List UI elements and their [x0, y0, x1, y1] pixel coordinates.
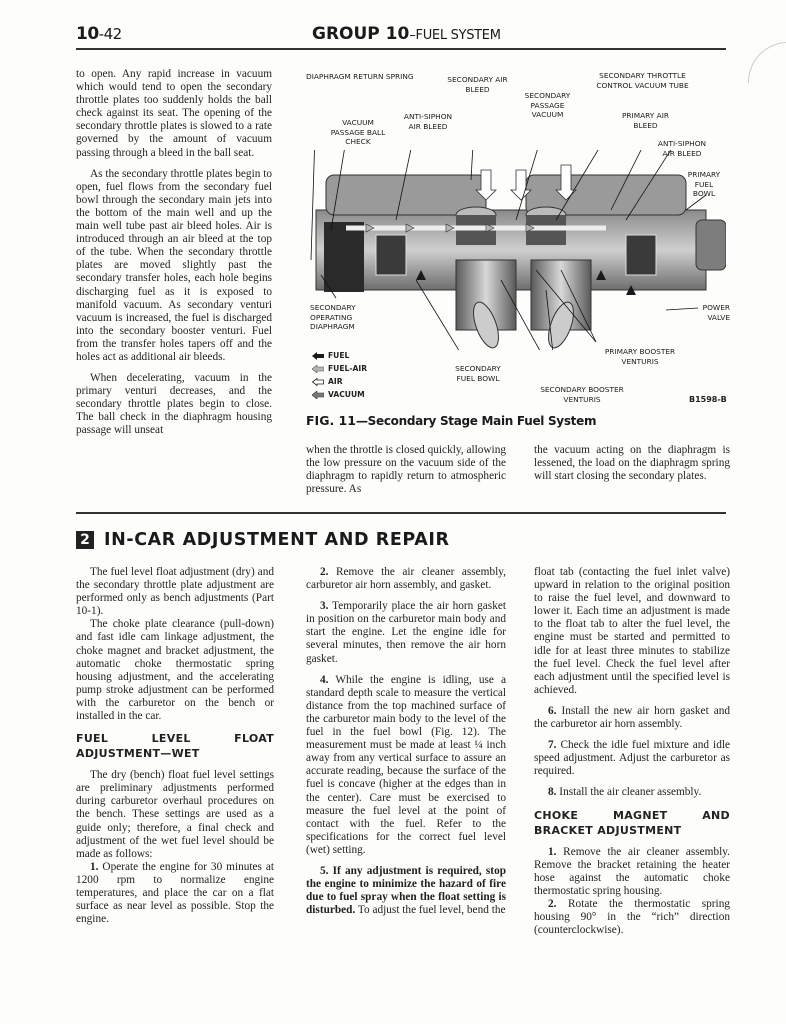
- label-primary-air-bleed: PRIMARY AIR BLEED: [621, 111, 670, 130]
- label-vacuum-passage-ball-check: VACUUM PASSAGE BALL CHECK: [330, 118, 386, 147]
- label-primary-booster-venturis: PRIMARY BOOSTER VENTURIS: [604, 347, 676, 366]
- label-diaphragm-return-spring: DIAPHRAGM RETURN SPRING: [306, 72, 414, 81]
- page-corner-mark: [748, 42, 786, 83]
- header-rule: [76, 48, 726, 50]
- running-header: [312, 24, 501, 44]
- air-arrow-icon: [312, 378, 324, 386]
- step-warning-text: If any adjustment is required, stop the engine to minimize the hazard of fire due to fuel spray when the float setting is disturbed.: [306, 864, 506, 917]
- step-text: Remove the air cleaner assembly, carburetor air horn assembly, and gasket.: [306, 566, 506, 592]
- paragraph: to open. Any rapid increase in vacuum which would tend to open the secondary throttle plates too suddenly holds the ball check against its seat. The opening of the secondary throttle plates is slowed to a rate governed by the amount of vacuum passing through a bleed in the ball seat.: [76, 68, 272, 159]
- paragraph: The choke plate clearance (pull-down) and fast idle cam linkage adjustment, the choke magnet and bracket adjustment, the automatic choke thermostatic spring housing adjustment, and the accelerating pump stroke adjustment can be performed with the carburetor on the bench or installed in the car.: [76, 618, 274, 723]
- step-5: [306, 865, 506, 917]
- step-number: 8.: [548, 786, 557, 799]
- step-text: Operate the engine for 30 minutes at 1200 rpm to normalize engine temperatures, and place the car on a flat surface as near level as possible. Stop the engine.: [76, 860, 274, 926]
- page-number: [76, 24, 122, 44]
- step-2: [306, 566, 506, 592]
- legend-item-air: [312, 375, 367, 388]
- legend-item-fuel: [312, 349, 367, 362]
- step-text: Install the new air horn gasket and the carburetor air horn assembly.: [534, 704, 730, 731]
- paragraph: the vacuum acting on the diaphragm is lessened, the load on the diaphragm spring will start closing the secondary plates.: [534, 444, 730, 483]
- top-column-1: [76, 68, 272, 446]
- step-number: 2.: [320, 566, 329, 578]
- legend-label: FUEL: [328, 351, 350, 360]
- step-text: While the engine is idling, use a standard depth scale to measure the vertical distance from the top machined surface of the carburetor main body to the level of the fuel in the fuel bowl (Fig. 12). The measurement must be made at least ¼ inch away from any vertical surface to assure an accurate reading, because the surface of the fuel is concave (higher at the edges than in the center). Care must be exercised to measure the fuel level at the point of contact with the fuel. Refer to the specifications for the correct fuel level (wet) setting.: [306, 673, 506, 856]
- step-6: [534, 705, 730, 731]
- label-anti-siphon-air-bleed-left: ANTI-SIPHON AIR BLEED: [403, 112, 453, 131]
- paragraph: As the secondary throttle plates begin to open, fuel flows from the secondary fuel bowl through the secondary main jets into the bottom of the main well and up the main well tube past air bleed holes. Air is introduced through an air bleed at the top of the tube. When the secondary throttle plates are moved slightly past the secondary transfer holes, each hole begins discharging fuel as it is exposed to manifold vacuum. As secondary venturi vacuum is increased, the fuel is discharged into the secondary booster venturi. Fuel from the transfer holes tapers off and the holes act as additional air bleeds.: [76, 167, 272, 363]
- choke-step-2: [534, 898, 730, 937]
- paragraph: When decelerating, vacuum in the primary venturi decreases, and the secondary throttle plates begin to close. The ball check in the diaphragm housing passage will unseat: [76, 372, 272, 437]
- paragraph: The fuel level float adjustment (dry) and the secondary throttle plate adjustment are performed only as bench adjustments (Part 10-1).: [76, 566, 274, 618]
- label-secondary-fuel-bowl: SECONDARY FUEL BOWL: [455, 364, 501, 383]
- section2-column-2: [306, 566, 506, 925]
- top-column-2: [306, 444, 506, 504]
- step-7: [534, 739, 730, 778]
- group-title: GROUP 10: [312, 24, 410, 44]
- label-anti-siphon-air-bleed-right: ANTI-SIPHON AIR BLEED: [657, 139, 707, 158]
- section-heading: [76, 530, 450, 550]
- paragraph: when the throttle is closed quickly, allowing the low pressure on the vacuum side of the diaphragm to rapidly return to atmospheric pressure. As: [306, 444, 506, 496]
- step-number: 3.: [320, 600, 329, 613]
- section-title: IN-CAR ADJUSTMENT AND REPAIR: [104, 530, 450, 550]
- paragraph: The dry (bench) float fuel level settings are preliminary adjustments performed during carburetor overhaul procedures on the bench. These settings are used as a guide only; therefore, a final check and adjustment of the wet fuel level should be made as follows:: [76, 769, 274, 860]
- page-number-prefix: 10: [76, 24, 99, 44]
- label-secondary-passage-vacuum: SECONDARY PASSAGE VACUUM: [524, 91, 571, 120]
- section-divider: [76, 512, 726, 514]
- step-3: [306, 600, 506, 665]
- step-4: [306, 674, 506, 857]
- label-secondary-throttle-control-vacuum-tube: SECONDARY THROTTLE CONTROL VACUUM TUBE: [596, 71, 689, 90]
- legend-label: VACUUM: [328, 390, 365, 399]
- label-secondary-air-bleed: SECONDARY AIR BLEED: [447, 75, 508, 94]
- section2-column-3: [534, 566, 730, 945]
- step-1: [76, 861, 274, 926]
- paragraph: float tab (contacting the fuel inlet valve) upward in relation to the original position to raise the fuel level, and downward to lower it. Each time an adjustment is made to the float tab to alter the fuel level, the engine must be started and permitted to idle for at least three minutes to stabilize the fuel level. Check the fuel level after each adjustment until the specified level is achieved.: [534, 566, 730, 696]
- vacuum-arrow-icon: [312, 391, 324, 399]
- step-number: 7.: [548, 739, 557, 752]
- legend-item-fuel-air: [312, 362, 367, 375]
- figure-caption: [306, 413, 596, 428]
- fuel-arrow-icon: [312, 352, 324, 360]
- step-text: Check the idle fuel mixture and idle speed adjustment. Adjust the carburetor as required.: [534, 739, 730, 778]
- step-text: Remove the air cleaner assembly. Remove the bracket retaining the heater hose against the automatic choke thermostatic spring housing.: [534, 845, 730, 897]
- label-secondary-operating-diaphragm: SECONDARY OPERATING DIAPHRAGM: [310, 303, 356, 332]
- figure-number: FIG. 11: [306, 413, 356, 428]
- label-power-valve: POWER VALVE: [702, 303, 730, 322]
- step-number: 6.: [548, 704, 557, 717]
- legend-label: AIR: [328, 377, 343, 386]
- step-number: 5.: [320, 864, 329, 877]
- step-number: 1.: [90, 860, 99, 873]
- page-number-suffix: -42: [98, 25, 122, 43]
- step-number: 2.: [548, 897, 557, 910]
- legend-item-vacuum: [312, 388, 367, 401]
- step-number: 1.: [548, 845, 557, 858]
- section2-column-1: [76, 566, 274, 934]
- step-text: Temporarily place the air horn gasket in position on the carburetor main body and start the engine. Let the engine idle for several minutes, then remove the air horn gasket.: [306, 600, 506, 665]
- subheading-choke-magnet: CHOKE MAGNET AND BRACKET ADJUSTMENT: [534, 808, 730, 837]
- label-primary-fuel-bowl: PRIMARY FUEL BOWL: [687, 170, 721, 199]
- step-text: Rotate the thermostatic spring housing 90° in the “rich” direction (counterclockwise).: [534, 897, 730, 937]
- top-column-3: [534, 444, 730, 491]
- group-subtitle: –FUEL SYSTEM: [409, 28, 501, 43]
- step-8: [534, 786, 730, 799]
- step-text: Install the air cleaner assembly.: [556, 786, 702, 799]
- step-number: 4.: [320, 673, 329, 686]
- section-number-badge: 2: [76, 531, 94, 549]
- legend-label: FUEL-AIR: [328, 364, 368, 373]
- label-secondary-booster-venturis: SECONDARY BOOSTER VENTURIS: [540, 385, 624, 404]
- subheading-fuel-level-float: FUEL LEVEL FLOAT ADJUSTMENT—WET: [76, 732, 274, 761]
- figure-legend: [312, 349, 367, 401]
- figure-code: B1598-B: [689, 395, 727, 404]
- step-text: To adjust the fuel level, bend the: [355, 904, 506, 917]
- fuel-air-arrow-icon: [312, 365, 324, 373]
- figure-title: —Secondary Stage Main Fuel System: [355, 414, 597, 428]
- choke-step-1: [534, 846, 730, 898]
